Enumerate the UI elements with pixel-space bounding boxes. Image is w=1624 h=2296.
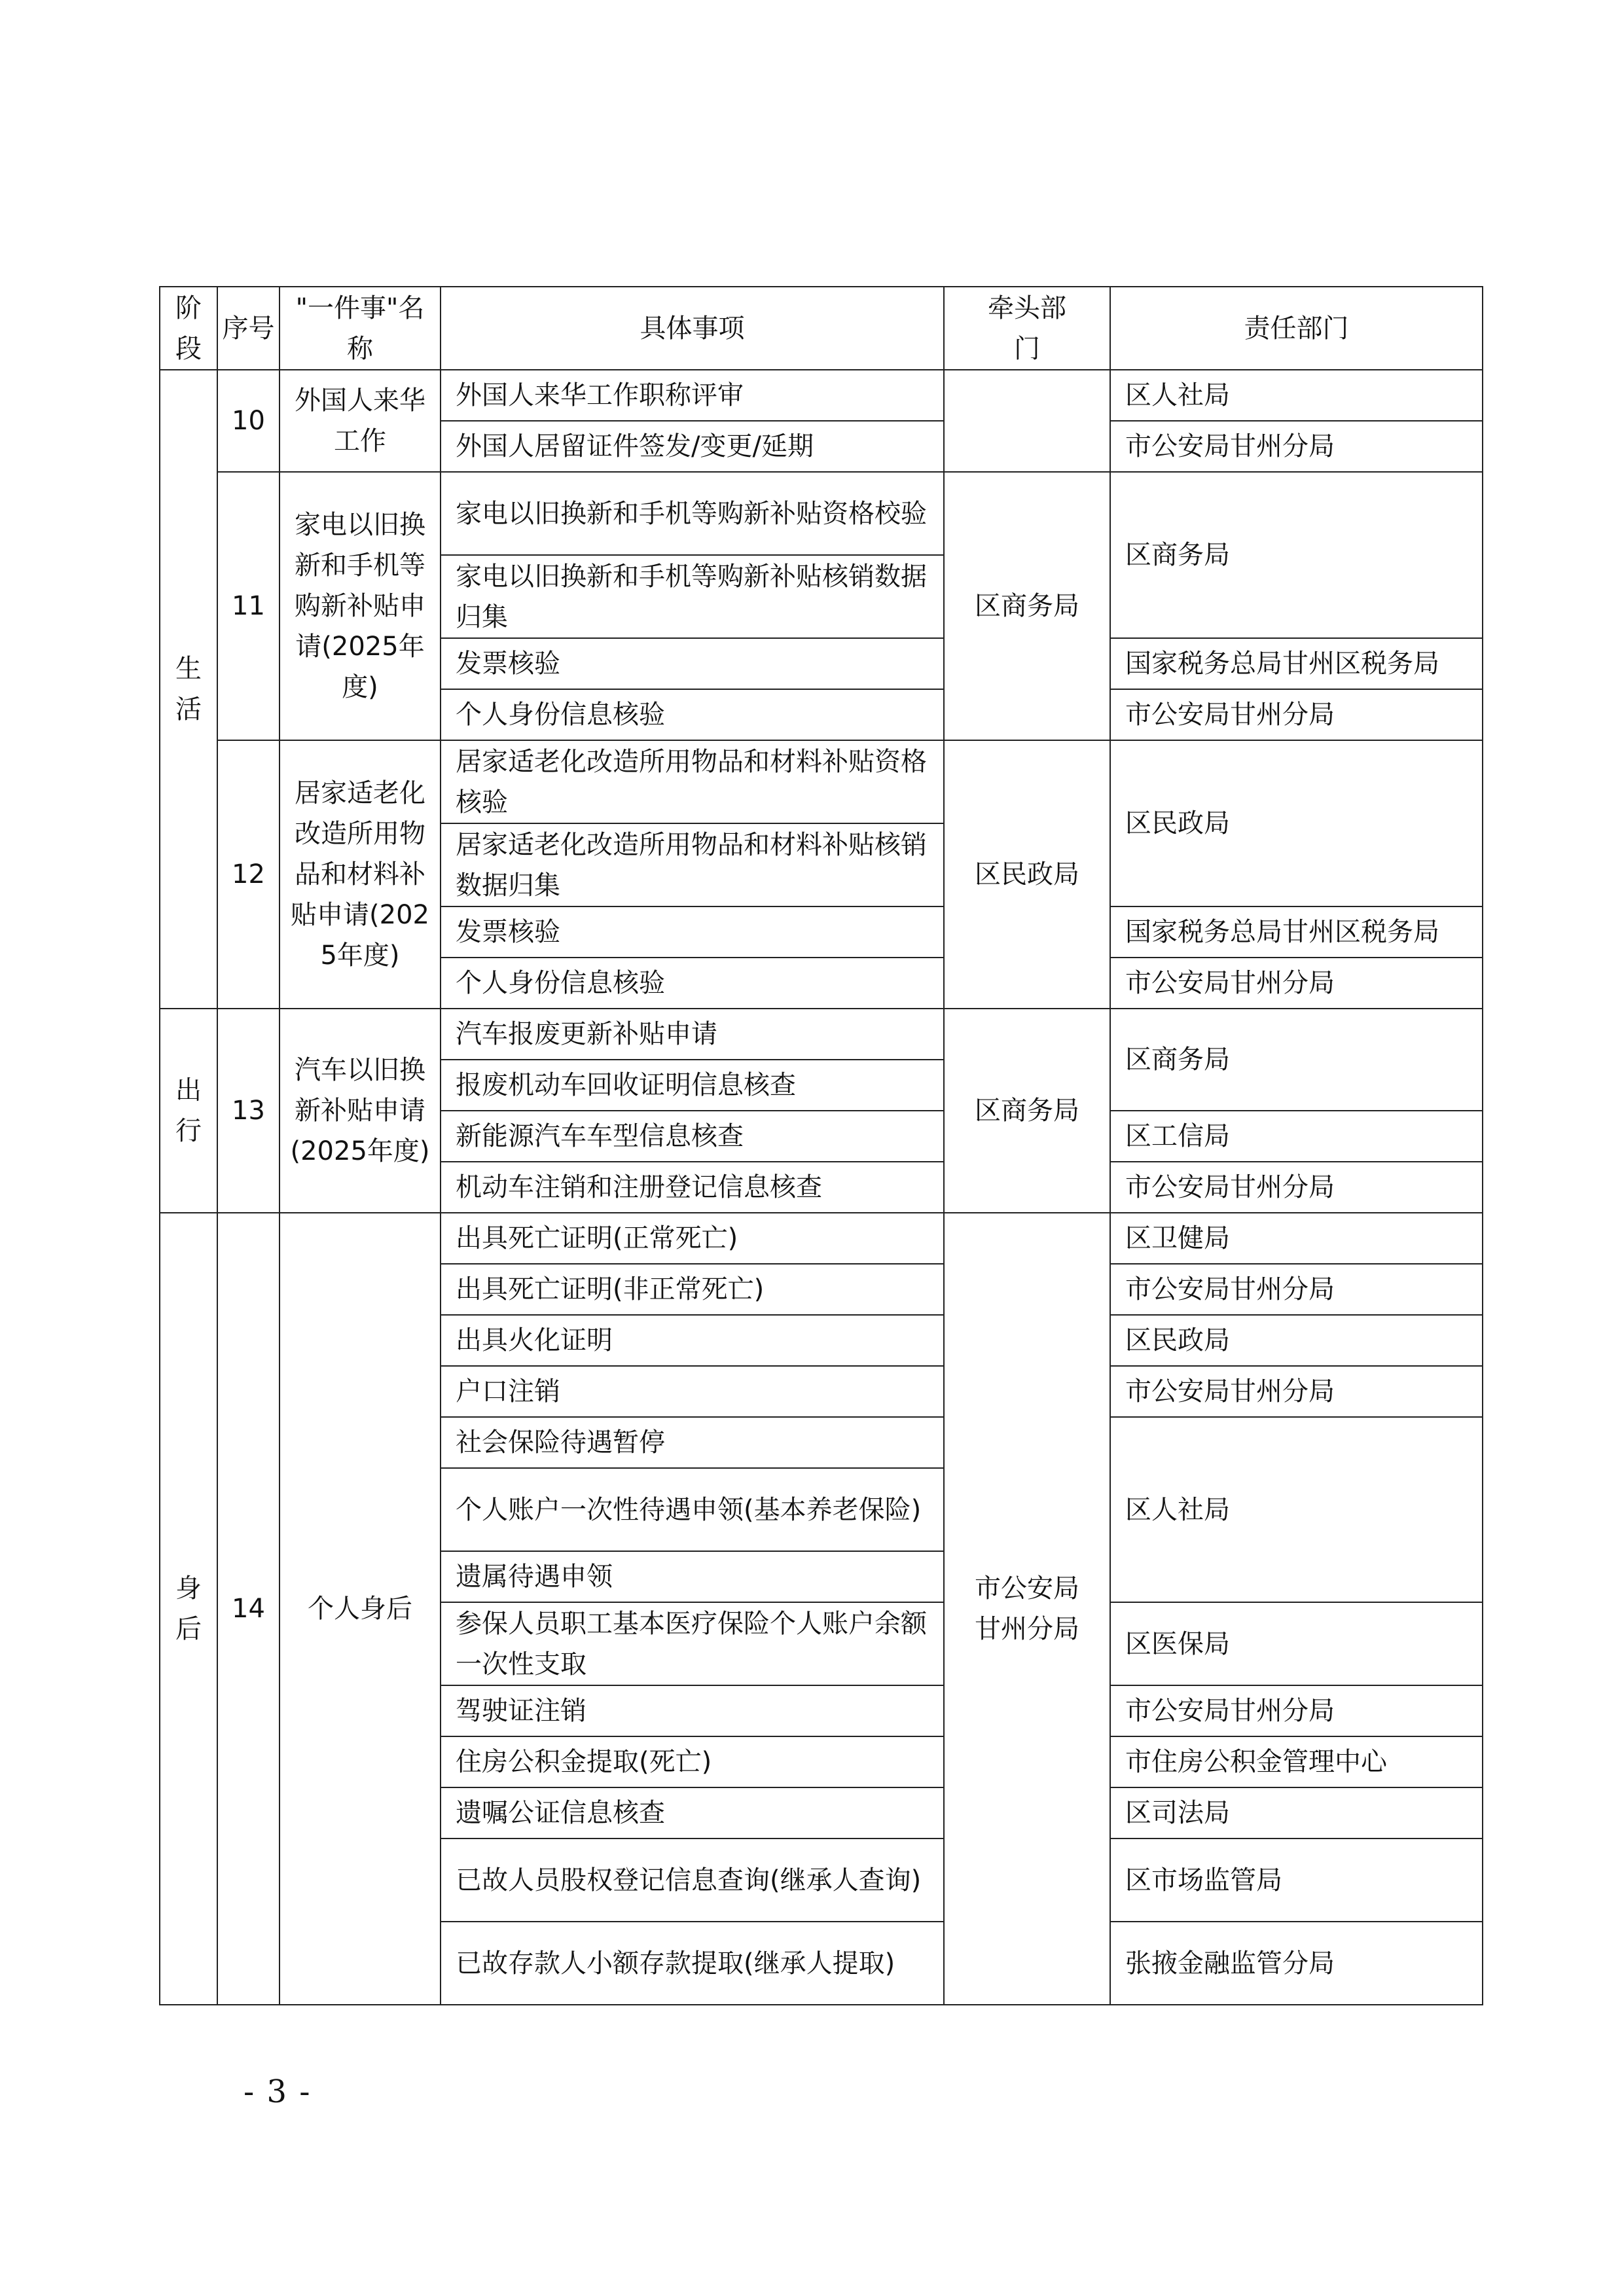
resp-dept-cell: 市公安局甘州分局 [1110, 689, 1483, 740]
case-name-cell: 汽车以旧换新补贴申请(2025年度) [280, 1009, 441, 1213]
lead-dept-cell: 区民政局 [944, 740, 1110, 1009]
resp-dept-cell: 市公安局甘州分局 [1110, 1366, 1483, 1417]
header-row [160, 287, 1483, 370]
item-cell: 遗嘱公证信息核查 [441, 1787, 944, 1839]
resp-dept-cell: 区商务局 [1110, 472, 1483, 638]
resp-dept-cell: 区司法局 [1110, 1787, 1483, 1839]
resp-dept-cell: 国家税务总局甘州区税务局 [1110, 906, 1483, 958]
item-cell: 个人账户一次性待遇申领(基本养老保险) [441, 1468, 944, 1551]
item-cell: 参保人员职工基本医疗保险个人账户余额一次性支取 [441, 1602, 944, 1685]
case-name-cell: 个人身后 [280, 1213, 441, 2005]
item-cell: 个人身份信息核验 [441, 689, 944, 740]
item-cell: 家电以旧换新和手机等购新补贴核销数据归集 [441, 555, 944, 638]
item-cell: 出具火化证明 [441, 1315, 944, 1366]
case-name-cell: 外国人来华工作 [280, 370, 441, 472]
seq-cell: 10 [217, 370, 280, 472]
resp-dept-cell: 区市场监管局 [1110, 1839, 1483, 1922]
resp-dept-cell: 市公安局甘州分局 [1110, 1162, 1483, 1213]
seq-cell: 14 [217, 1213, 280, 2005]
resp-dept-cell: 区人社局 [1110, 1417, 1483, 1602]
item-cell: 已故存款人小额存款提取(继承人提取) [441, 1922, 944, 2005]
item-cell: 住房公积金提取(死亡) [441, 1736, 944, 1787]
item-cell: 外国人居留证件签发/变更/延期 [441, 421, 944, 472]
header-name: "一件事"名称 [280, 287, 441, 370]
header-seq: 序号 [217, 287, 280, 370]
lead-dept-cell: 市公安局甘州分局 [944, 1213, 1110, 2005]
resp-dept-cell: 市公安局甘州分局 [1110, 421, 1483, 472]
item-cell: 外国人来华工作职称评审 [441, 370, 944, 421]
resp-dept-cell: 区商务局 [1110, 1009, 1483, 1111]
table-row [160, 740, 1483, 823]
item-cell: 居家适老化改造所用物品和材料补贴资格核验 [441, 740, 944, 823]
lead-dept-cell: 区商务局 [944, 472, 1110, 740]
resp-dept-cell: 区医保局 [1110, 1602, 1483, 1685]
page-number: - 3 - [244, 2073, 312, 2110]
item-cell: 汽车报废更新补贴申请 [441, 1009, 944, 1060]
header-lead: 牵头部门 [944, 287, 1110, 370]
seq-cell: 11 [217, 472, 280, 740]
resp-dept-cell: 张掖金融监管分局 [1110, 1922, 1483, 2005]
lead-dept-cell [944, 370, 1110, 472]
item-cell: 出具死亡证明(正常死亡) [441, 1213, 944, 1264]
services-table [159, 286, 1483, 2005]
resp-dept-cell: 区民政局 [1110, 1315, 1483, 1366]
item-cell: 居家适老化改造所用物品和材料补贴核销数据归集 [441, 823, 944, 906]
header-item: 具体事项 [441, 287, 944, 370]
table-row [160, 1213, 1483, 1264]
item-cell: 家电以旧换新和手机等购新补贴资格校验 [441, 472, 944, 555]
resp-dept-cell: 区卫健局 [1110, 1213, 1483, 1264]
lead-dept-cell: 区商务局 [944, 1009, 1110, 1213]
table-row [160, 472, 1483, 555]
resp-dept-cell: 市公安局甘州分局 [1110, 1264, 1483, 1315]
stage-cell: 生活 [160, 370, 217, 1009]
item-cell: 新能源汽车车型信息核查 [441, 1111, 944, 1162]
header-resp: 责任部门 [1110, 287, 1483, 370]
resp-dept-cell: 区工信局 [1110, 1111, 1483, 1162]
item-cell: 发票核验 [441, 638, 944, 689]
header-stage: 阶段 [160, 287, 217, 370]
resp-dept-cell: 区民政局 [1110, 740, 1483, 906]
seq-cell: 12 [217, 740, 280, 1009]
case-name-cell: 家电以旧换新和手机等购新补贴申请(2025年度) [280, 472, 441, 740]
resp-dept-cell: 市公安局甘州分局 [1110, 958, 1483, 1009]
item-cell: 出具死亡证明(非正常死亡) [441, 1264, 944, 1315]
case-name-cell: 居家适老化改造所用物品和材料补贴申请(2025年度) [280, 740, 441, 1009]
seq-cell: 13 [217, 1009, 280, 1213]
resp-dept-cell: 国家税务总局甘州区税务局 [1110, 638, 1483, 689]
resp-dept-cell: 市住房公积金管理中心 [1110, 1736, 1483, 1787]
resp-dept-cell: 市公安局甘州分局 [1110, 1685, 1483, 1736]
item-cell: 个人身份信息核验 [441, 958, 944, 1009]
item-cell: 发票核验 [441, 906, 944, 958]
item-cell: 驾驶证注销 [441, 1685, 944, 1736]
item-cell: 机动车注销和注册登记信息核查 [441, 1162, 944, 1213]
item-cell: 社会保险待遇暂停 [441, 1417, 944, 1468]
item-cell: 报废机动车回收证明信息核查 [441, 1060, 944, 1111]
table-row [160, 370, 1483, 421]
item-cell: 户口注销 [441, 1366, 944, 1417]
item-cell: 遗属待遇申领 [441, 1551, 944, 1602]
stage-cell: 身后 [160, 1213, 217, 2005]
item-cell: 已故人员股权登记信息查询(继承人查询) [441, 1839, 944, 1922]
resp-dept-cell: 区人社局 [1110, 370, 1483, 421]
stage-cell: 出行 [160, 1009, 217, 1213]
table-row [160, 1009, 1483, 1060]
